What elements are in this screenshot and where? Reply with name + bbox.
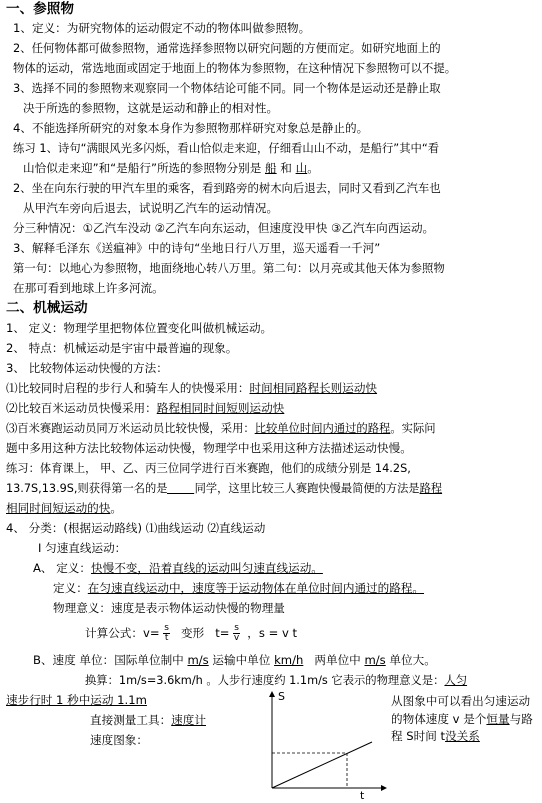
text-line: 速度图象： xyxy=(90,733,148,747)
text-line: 2、任何物体都可做参照物，通常选择参照物以研究问题的方便而定。如研究地面上的 xyxy=(13,41,441,55)
exercise-line: 练习：体育课上， 甲、乙、丙三位同学进行百米赛跑，他们的成绩分别是 14.2S, xyxy=(6,461,411,475)
text-line: 1、定义：为研究物体的运动假定不动的物体叫做参照物。 xyxy=(13,21,311,35)
text-line: 2、 特点：机械运动是宇宙中最普遍的现象。 xyxy=(6,341,238,355)
text-line: B、速度 单位：国际单位制中 m/s 运输中单位 km/h 两单位中 m/s 单位大。 xyxy=(33,653,436,667)
answer-blank xyxy=(167,482,194,494)
text-line: A、 定义：快慢不变，沿着直线的运动叫匀速直线运动。 xyxy=(33,561,323,575)
graph-line xyxy=(272,742,372,788)
text-line: ⑴比较同时启程的步行人和骑车人的快慢采用：时间相同路程长则运动快 xyxy=(6,381,378,395)
answer-boat: 船 xyxy=(265,161,277,175)
text-line: 从甲汽车旁向后退去，试说明乙汽车的运动情况。 xyxy=(23,201,279,215)
text-line: 3、解释毛泽东《送瘟神》中的诗句“坐地日行八万里，巡天遥看一千河” xyxy=(13,241,381,255)
s-axis-label: S xyxy=(278,690,285,703)
answer-mountain: 山 xyxy=(295,161,308,175)
text-line: 3、选择不同的参照物来观察同一个物体结论可能不同。同一个物体是运动还是静止取 xyxy=(13,81,441,95)
text-line: 在那可看到地球上许多河流。 xyxy=(13,281,164,295)
section-title-mechanical-motion: 二、机械运动 xyxy=(6,300,88,316)
exercise-line: 山恰似走来迎”和“是船行”所选的参照物分别是 船 和 山。 xyxy=(23,161,319,175)
graph-note: 从图象中可以看出匀速运动的物体速度 v 是个恒量与路程 S时间 t没关系 xyxy=(391,694,533,743)
formula-line: 计算公式：v= $\frac{s}{t}$ 变形 t= $\frac{s}{v}$ ，s = v t xyxy=(85,623,298,643)
section-title-reference: 一、参照物 xyxy=(6,1,74,17)
text-line: 第一句：以地心为参照物，地面绕地心转八万里。第二句：以月亮或其他天体为参照物 xyxy=(13,261,445,275)
text-line: 换算：1m/s=3.6km/h 。人步行速度约 1.1m/s 它表示的物理意义是：人匀 xyxy=(85,673,468,687)
speed-graph xyxy=(262,688,392,800)
text-line: 物体的运动，常选地面或固定于地面上的物体为参照物，在这种情况下参照物可以不提。 xyxy=(13,61,457,75)
t-axis-label: t xyxy=(360,789,365,800)
text-line: ⑵比较百米运动员快慢采用：路程相同时间短则运动快 xyxy=(6,401,285,415)
text-line: 题中多用这种方法比较物体运动快慢，物理学中也采用这种方法描述运动快慢。 xyxy=(6,441,412,455)
text-line: 1、 定义：物理学里把物体位置变化叫做机械运动。 xyxy=(6,321,273,335)
text-line: 相同时间短运动的快。 xyxy=(6,501,122,515)
text-line: 4、 分类：(根据运动路线) ⑴曲线运动 ⑵直线运动 xyxy=(6,521,266,535)
text-line: 4、不能选择所研究的对象本身作为参照物那样研究对象总是静止的。 xyxy=(13,121,369,135)
text-line: 2、坐在向东行驶的甲汽车里的乘客，看到路旁的树木向后退去，同时又看到乙汽车也 xyxy=(13,181,441,195)
text-line: ⑶百米赛跑运动员同万米运动员比较快慢，采用：比较单位时间内通过的路程。实际问 xyxy=(6,421,436,435)
exercise-line: 13.7S,13.9S,则获得第一名的是 同学，这里比较三人赛跑快慢最简便的方法是路程 xyxy=(6,481,443,495)
text-line: 定义：在匀速直线运动中，速度等于运动物体在单位时间内通过的路程。 xyxy=(53,581,425,595)
text-line: 速步行时 1 秒中运动 1.1m xyxy=(6,693,147,707)
text-line: 分三种情况：①乙汽车没动 ②乙汽车向东运动，但速度没甲快 ③乙汽车向西运动。 xyxy=(13,221,435,235)
text-line: 直接测量工具：速度计 xyxy=(90,713,206,727)
formula-fraction: $\frac{s}{t}$ xyxy=(164,623,169,643)
text-line: 决于所选的参照物，这就是运动和静止的相对性。 xyxy=(23,101,279,115)
text-line: 3、 比较物体运动快慢的方法： xyxy=(6,361,168,375)
text-line: Ⅰ 匀速直线运动： xyxy=(38,541,127,555)
text-line: 物理意义：速度是表示物体运动快慢的物理量 xyxy=(53,601,285,615)
formula-fraction: $\frac{s}{v}$ xyxy=(233,623,240,643)
exercise-line: 练习 1、诗句“满眼风光多闪烁，看山恰似走来迎，仔细看山山不动，是船行”其中“看 xyxy=(13,141,440,155)
